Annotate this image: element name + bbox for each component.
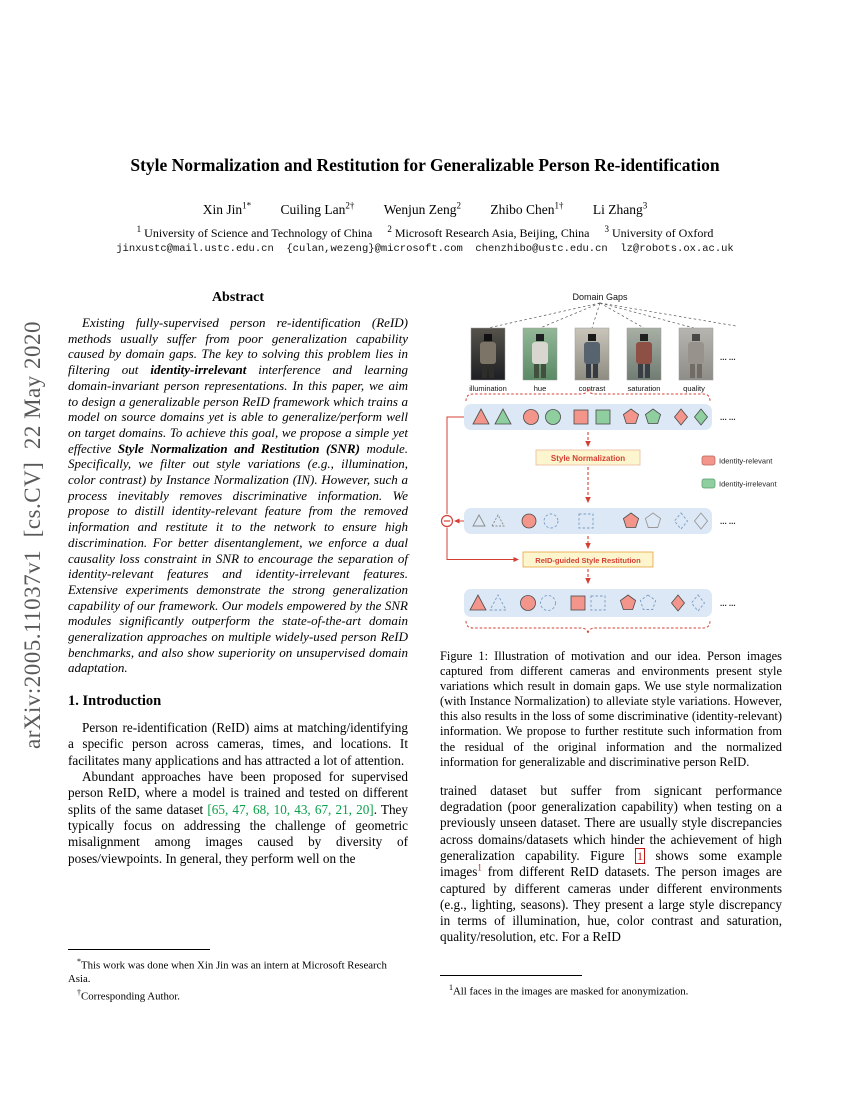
footnote-corresponding (68, 986, 408, 1004)
legend-relevant-label: Identity-relevant (719, 456, 773, 466)
square-relevant-icon (571, 596, 585, 610)
circle-relevant-icon (524, 410, 539, 425)
paper-title: Style Normalization and Restitution for Generalizable Person Re-identification (130, 154, 720, 175)
intro-paragraph-2 (68, 769, 408, 867)
introduction-heading: 1. Introduction (68, 693, 162, 710)
figure-caption: Figure 1: Illustration of motivation and our idea. Person images captured from different cameras and environments present style variations which result in domain gaps. We use style normalization (with Instance Normalization) to alleviate style variations. However, this also results in the loss of some discriminative (identity-relevant) information. We propose to further restitute such information from the residual of the original information and the normalized information for generalizable and discriminative person ReID. (440, 649, 782, 769)
masked-face (588, 334, 596, 341)
affiliation-2 (387, 226, 589, 240)
author-name: Wenjun Zeng (383, 201, 457, 217)
square-irrelevant-icon (596, 410, 610, 424)
domain-gap-fan-lines (488, 303, 736, 328)
author-3 (384, 202, 461, 217)
residual-line-from-original (447, 417, 464, 514)
email-line: jinxustc@mail.ustc.edu.cn {culan,wezeng}@microsoft.com chenzhibo@ustc.edu.cn lz@robots.ox.ac.uk (116, 243, 734, 255)
right-text: from different ReID datasets. The person images are captured by different cameras under different environments (e.g., lighting, seasons). They present a large style discrepancy in terms of illumination, hue, color contrast and saturation, quality/resolution, etc. For a ReID (440, 864, 782, 945)
affiliation-mark: 2 (387, 224, 392, 234)
figure-legend (702, 456, 777, 489)
person-image-hue (523, 328, 557, 380)
domain-gaps-label: Domain Gaps (572, 292, 628, 302)
author-5 (593, 202, 647, 217)
right-paragraph (440, 783, 782, 946)
masked-face (536, 334, 544, 341)
footnote-marker: 1 (449, 983, 453, 992)
figure-1 (440, 288, 782, 770)
person-image-illumination (471, 328, 505, 380)
label-contrast: contrast (578, 384, 606, 393)
affiliation-mark: 1 (136, 224, 142, 234)
affiliation-3 (605, 226, 714, 240)
footnote-text: This work was done when Xin Jin was an intern at Microsoft Research Asia. (68, 959, 387, 985)
circle-relevant-icon (522, 514, 536, 528)
legend-irrelevant-label: Identity-irrelevant (719, 479, 777, 489)
footnote-reference-link[interactable]: 1 (477, 862, 482, 873)
affiliation-line (40, 224, 810, 241)
label-quality: quality (683, 384, 705, 393)
footnote-rule (440, 975, 582, 976)
arxiv-watermark: arXiv:2005.11037v1 [cs.CV] 22 May 2020 (20, 321, 45, 749)
author-4 (490, 202, 563, 217)
circle-relevant-icon (521, 596, 536, 611)
author-2 (280, 202, 354, 217)
masked-face (484, 334, 492, 341)
author-affiliation-mark: 3 (642, 200, 648, 210)
footnote-intern (68, 955, 408, 986)
footnote-rule (68, 949, 210, 950)
affiliation-text: University of Science and Technology of China (144, 226, 373, 240)
label-hue: hue (533, 384, 547, 393)
brace-bottom (466, 621, 710, 634)
author-affiliation-mark: 2 (456, 200, 462, 210)
right-footnotes (440, 975, 782, 999)
circle-irrelevant-icon (546, 410, 561, 425)
label-saturation: saturation (627, 384, 661, 393)
label-illumination: illumination (469, 384, 507, 393)
masked-face (640, 334, 648, 341)
person-image-quality (679, 328, 713, 380)
author-line (60, 200, 790, 218)
author-name: Zhibo Chen (490, 201, 555, 217)
author-name: Li Zhang (592, 201, 643, 217)
abstract-bold-term: identity-irrelevant (150, 362, 247, 378)
affiliation-mark: 3 (604, 224, 610, 234)
abstract-seg: module. Specifically, we filter out style variations (e.g., illumination, color contrast) by Instance Normalization (IN). However, such a process inevitably removes discriminative information. We propose to distill identity-relevant feature from the removed information and restitute it to the network to ensure high discrimination. For better disentanglement, we enforce a dual causality loss constraint in SNR to encourage the separation of identity-relevant features and identity-irrelevant features. Extensive experiments demonstrate the strong generalization capability of our framework. Our models empowered by the SNR modules significantly outperform the state-of-the-art domain generalization approaches on multiple widely-used person ReID benchmarks, and also show superiority on unsupervised domain adaptation. (68, 440, 408, 676)
intro-text: . They typically focus on addressing the challenge of geometric misalignment among images caused by diversity of poses/viewpoints. In general, they perform well on the (68, 801, 408, 866)
affiliation-1 (137, 226, 373, 240)
author-name: Cuiling Lan (280, 201, 346, 217)
left-footnotes (68, 949, 408, 1004)
footnote-anonymization (440, 981, 782, 999)
restitution-label: ReID-guided Style Restitution (535, 555, 641, 565)
legend-irrelevant-swatch (702, 479, 715, 488)
footnote-text: All faces in the images are masked for anonymization. (453, 985, 689, 998)
masked-face (692, 334, 700, 341)
abstract-paragraph (68, 315, 408, 676)
person-image-saturation (627, 328, 661, 380)
ellipsis-images: ... ... (720, 353, 736, 362)
abstract-seg: interference and learning domain-invariant person representations. In this paper, we aim to design a generalizable person ReID framework which trains a model on source domains yet is able to generalize/perform well on target domains. To achieve this goal, we propose a simple yet effective (68, 362, 409, 456)
right-column (440, 288, 782, 946)
square-relevant-icon (574, 410, 588, 424)
footnote-marker: † (77, 988, 81, 997)
affiliation-text: University of Oxford (612, 226, 714, 240)
person-image-contrast (575, 328, 609, 380)
right-text: trained dataset but suffer from signicant performance degradation (poor generalization capability) when testing on a previously unseen dataset. There are usually style discrepancies across domains/datasets which hinder the achievement of high generalization capability. Figure (440, 782, 782, 863)
author-name: Xin Jin (202, 201, 243, 217)
ellipsis-row2: ... ... (720, 517, 736, 526)
feature-row-normalized (464, 508, 712, 534)
style-normalization-label: Style Normalization (550, 453, 626, 463)
right-text: shows some example images (440, 847, 783, 880)
abstract-bold-term: Style Normalization and Restitution (SNR) (117, 440, 360, 456)
ellipsis-row3: ... ... (720, 599, 736, 608)
author-affiliation-mark: 2† (345, 200, 355, 210)
author-affiliation-mark: 1* (242, 200, 252, 210)
footnote-marker: * (77, 957, 81, 966)
legend-relevant-swatch (702, 456, 715, 465)
figure-reference-link[interactable]: 1 (637, 848, 644, 863)
left-column (68, 290, 408, 867)
feature-row-restituted (464, 589, 712, 617)
abstract-seg: Existing fully-supervised person re-identification (ReID) methods usually suffer from poor generalization capability caused by domain gaps. The key to solving this problem lies in filtering out (68, 315, 408, 378)
feature-row-original (464, 404, 712, 430)
abstract-heading: Abstract (211, 290, 265, 305)
citation-links[interactable]: [65, 47, 68, 10, 43, 67, 21, 20] (207, 801, 374, 817)
footnote-text: Corresponding Author. (81, 990, 180, 1003)
affiliation-text: Microsoft Research Asia, Beijing, China (394, 226, 590, 240)
figure1-diagram (440, 288, 782, 640)
intro-text: Abundant approaches have been proposed for supervised person ReID, where a model is trained and tested on different splits of the same dataset (68, 769, 408, 817)
author-1 (203, 202, 251, 217)
ellipsis-row1: ... ... (720, 413, 736, 422)
intro-paragraph-1: Person re-identification (ReID) aims at matching/identifying a specific person across cameras, times, and locations. It facilitates many applications and has attracted a lot of attention. (68, 720, 408, 768)
author-affiliation-mark: 1† (554, 200, 564, 210)
